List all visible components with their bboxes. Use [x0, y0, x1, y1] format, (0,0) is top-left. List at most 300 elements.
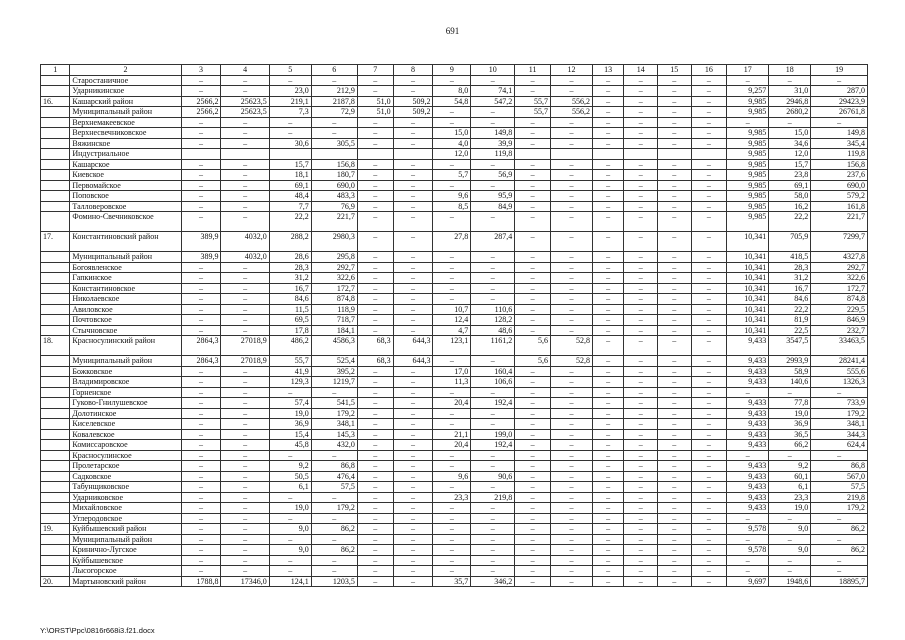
territory-name-cell: Долотинское — [70, 408, 181, 419]
value-cell: – — [658, 545, 692, 556]
value-cell: 12,0 — [433, 149, 471, 160]
value-cell: – — [221, 419, 269, 430]
value-cell: 29423,9 — [811, 96, 868, 107]
value-cell: – — [624, 283, 658, 294]
value-cell: – — [393, 461, 433, 472]
column-header: 9 — [433, 65, 471, 76]
row-index-cell — [41, 408, 70, 419]
table-row — [41, 149, 868, 160]
value-cell: – — [357, 138, 393, 149]
territory-name-cell: Вяжинское — [70, 138, 181, 149]
value-cell: – — [181, 75, 221, 86]
value-cell: – — [357, 325, 393, 336]
value-cell: – — [691, 180, 727, 191]
value-cell: – — [357, 450, 393, 461]
value-cell: 7,7 — [269, 201, 311, 212]
value-cell: – — [221, 566, 269, 577]
value-cell: 19,0 — [269, 408, 311, 419]
value-cell: – — [550, 283, 592, 294]
value-cell: 4586,3 — [311, 336, 357, 356]
value-cell: – — [393, 283, 433, 294]
table-row — [41, 513, 868, 524]
value-cell: – — [515, 75, 551, 86]
table-row — [41, 503, 868, 514]
value-cell: – — [592, 377, 623, 388]
value-cell: 295,8 — [311, 252, 357, 263]
value-cell: – — [393, 252, 433, 263]
value-cell: – — [357, 440, 393, 451]
value-cell: – — [550, 315, 592, 326]
value-cell: – — [221, 513, 269, 524]
value-cell: 9,433 — [727, 492, 769, 503]
value-cell: – — [357, 482, 393, 493]
value-cell: 9,433 — [727, 503, 769, 514]
value-cell: – — [658, 534, 692, 545]
value-cell: – — [311, 128, 357, 139]
territory-name-cell: Стычновское — [70, 325, 181, 336]
value-cell: 16,7 — [769, 283, 811, 294]
territory-name-cell: Талловеровское — [70, 201, 181, 212]
value-cell: – — [658, 461, 692, 472]
value-cell: 733,9 — [811, 398, 868, 409]
value-cell: – — [269, 513, 311, 524]
row-index-cell — [41, 117, 70, 128]
value-cell: 2566,2 — [181, 96, 221, 107]
value-cell: – — [550, 566, 592, 577]
value-cell: – — [471, 212, 515, 232]
row-index-cell — [41, 440, 70, 451]
value-cell: 9,2 — [769, 461, 811, 472]
value-cell: – — [691, 513, 727, 524]
value-cell: – — [357, 159, 393, 170]
value-cell: – — [181, 387, 221, 398]
value-cell: – — [433, 107, 471, 118]
row-index-cell — [41, 315, 70, 326]
value-cell: 123,1 — [433, 336, 471, 356]
value-cell: – — [691, 107, 727, 118]
value-cell: – — [624, 170, 658, 181]
value-cell: – — [393, 545, 433, 556]
value-cell: – — [550, 170, 592, 181]
value-cell: – — [181, 534, 221, 545]
value-cell: – — [550, 387, 592, 398]
value-cell: – — [658, 304, 692, 315]
value-cell: – — [221, 471, 269, 482]
value-cell: – — [658, 86, 692, 97]
value-cell: 9,6 — [433, 471, 471, 482]
value-cell: – — [393, 191, 433, 202]
value-cell: – — [311, 117, 357, 128]
value-cell: – — [550, 294, 592, 305]
value-cell: – — [393, 304, 433, 315]
value-cell: 9,433 — [727, 419, 769, 430]
value-cell: – — [471, 450, 515, 461]
value-cell: – — [592, 212, 623, 232]
value-cell: 555,6 — [811, 366, 868, 377]
value-cell: – — [691, 232, 727, 252]
value-cell: 4,7 — [433, 325, 471, 336]
value-cell: 86,2 — [311, 524, 357, 535]
value-cell: – — [592, 440, 623, 451]
value-cell: – — [269, 555, 311, 566]
territory-name-cell: Гапкинское — [70, 273, 181, 284]
value-cell: 292,7 — [311, 262, 357, 273]
value-cell: 15,4 — [269, 429, 311, 440]
row-index-cell — [41, 75, 70, 86]
value-cell: 15,0 — [433, 128, 471, 139]
value-cell: – — [357, 408, 393, 419]
row-index-cell — [41, 555, 70, 566]
value-cell: – — [393, 294, 433, 305]
value-cell: 68,3 — [357, 336, 393, 356]
value-cell: – — [433, 117, 471, 128]
value-cell: – — [221, 128, 269, 139]
value-cell: 41,9 — [269, 366, 311, 377]
row-index-cell — [41, 566, 70, 577]
value-cell: – — [658, 315, 692, 326]
value-cell: 9,2 — [269, 461, 311, 472]
value-cell: 9,433 — [727, 471, 769, 482]
value-cell: – — [221, 315, 269, 326]
value-cell: – — [393, 450, 433, 461]
value-cell: 45,8 — [269, 440, 311, 451]
value-cell: 172,7 — [811, 283, 868, 294]
value-cell: 5,7 — [433, 170, 471, 181]
column-header: 2 — [70, 65, 181, 76]
value-cell: – — [393, 576, 433, 587]
table-row — [41, 180, 868, 191]
value-cell: – — [550, 117, 592, 128]
territory-name-cell: Муниципальный район — [70, 534, 181, 545]
value-cell: – — [357, 555, 393, 566]
value-cell: – — [515, 513, 551, 524]
value-cell: – — [221, 212, 269, 232]
value-cell: 161,8 — [811, 201, 868, 212]
value-cell: – — [269, 128, 311, 139]
value-cell: 179,2 — [811, 408, 868, 419]
value-cell: 9,0 — [769, 524, 811, 535]
value-cell: – — [393, 555, 433, 566]
value-cell: 389,9 — [181, 252, 221, 263]
data-table — [40, 64, 868, 587]
table-row — [41, 366, 868, 377]
value-cell: – — [515, 294, 551, 305]
value-cell: – — [592, 450, 623, 461]
value-cell: – — [357, 576, 393, 587]
value-cell: – — [811, 387, 868, 398]
value-cell: 23,8 — [769, 170, 811, 181]
territory-name-cell: Константиновское — [70, 283, 181, 294]
value-cell: – — [592, 566, 623, 577]
value-cell: – — [221, 408, 269, 419]
value-cell: – — [658, 170, 692, 181]
territory-name-cell: Лысогорское — [70, 566, 181, 577]
value-cell: – — [658, 356, 692, 367]
value-cell: 322,6 — [811, 273, 868, 284]
row-index-cell — [41, 294, 70, 305]
value-cell: – — [658, 524, 692, 535]
value-cell: – — [592, 534, 623, 545]
value-cell: – — [515, 503, 551, 514]
column-header: 1 — [41, 65, 70, 76]
value-cell: 140,6 — [769, 377, 811, 388]
value-cell: – — [311, 492, 357, 503]
value-cell: – — [592, 336, 623, 356]
value-cell: – — [515, 492, 551, 503]
table-row — [41, 304, 868, 315]
value-cell: – — [433, 252, 471, 263]
value-cell: 76,9 — [311, 201, 357, 212]
row-index-cell — [41, 262, 70, 273]
table-row — [41, 325, 868, 336]
value-cell: – — [357, 566, 393, 577]
value-cell: – — [592, 262, 623, 273]
value-cell: – — [658, 336, 692, 356]
value-cell: 10,341 — [727, 294, 769, 305]
row-index-cell — [41, 482, 70, 493]
value-cell: 128,2 — [471, 315, 515, 326]
territory-name-cell: Красносулинский район — [70, 336, 181, 356]
value-cell: – — [221, 450, 269, 461]
value-cell: 567,0 — [811, 471, 868, 482]
value-cell — [550, 149, 592, 160]
row-index-cell — [41, 325, 70, 336]
value-cell: – — [515, 86, 551, 97]
value-cell: – — [727, 566, 769, 577]
value-cell: 2864,3 — [181, 356, 221, 367]
column-header: 7 — [357, 65, 393, 76]
value-cell: 644,3 — [393, 336, 433, 356]
row-index-cell — [41, 86, 70, 97]
value-cell: – — [471, 524, 515, 535]
row-index-cell — [41, 149, 70, 160]
value-cell: 50,5 — [269, 471, 311, 482]
value-cell: 476,4 — [311, 471, 357, 482]
table-row — [41, 555, 868, 566]
value-cell: 221,7 — [311, 212, 357, 232]
value-cell: 9,0 — [269, 545, 311, 556]
value-cell: – — [691, 212, 727, 232]
row-index-cell — [41, 429, 70, 440]
value-cell: – — [624, 262, 658, 273]
value-cell: 9,433 — [727, 356, 769, 367]
value-cell: – — [592, 96, 623, 107]
value-cell: – — [691, 482, 727, 493]
table-row — [41, 576, 868, 587]
value-cell: 556,2 — [550, 96, 592, 107]
value-cell: – — [393, 262, 433, 273]
value-cell: – — [311, 513, 357, 524]
value-cell: – — [691, 96, 727, 107]
value-cell: – — [550, 325, 592, 336]
value-cell: – — [357, 294, 393, 305]
table-header-row — [41, 65, 868, 76]
value-cell: 10,7 — [433, 304, 471, 315]
value-cell: – — [433, 408, 471, 419]
value-cell: 179,2 — [311, 408, 357, 419]
value-cell: – — [393, 492, 433, 503]
value-cell: – — [550, 232, 592, 252]
value-cell: – — [433, 566, 471, 577]
column-header: 4 — [221, 65, 269, 76]
value-cell: – — [658, 180, 692, 191]
value-cell: 5,6 — [515, 356, 551, 367]
value-cell: – — [357, 503, 393, 514]
table-row — [41, 336, 868, 356]
column-header: 13 — [592, 65, 623, 76]
value-cell: – — [471, 180, 515, 191]
territory-name-cell: Красносулинское — [70, 450, 181, 461]
column-header: 11 — [515, 65, 551, 76]
value-cell: – — [727, 555, 769, 566]
value-cell: – — [269, 450, 311, 461]
table-row — [41, 482, 868, 493]
value-cell: – — [624, 471, 658, 482]
value-cell: – — [221, 429, 269, 440]
value-cell: 705,9 — [769, 232, 811, 252]
value-cell: – — [181, 273, 221, 284]
value-cell: – — [658, 117, 692, 128]
value-cell: 344,3 — [811, 429, 868, 440]
value-cell: – — [471, 117, 515, 128]
value-cell: – — [658, 325, 692, 336]
value-cell: – — [357, 201, 393, 212]
value-cell: 418,5 — [769, 252, 811, 263]
value-cell: 4032,0 — [221, 252, 269, 263]
territory-name-cell: Комиссаровское — [70, 440, 181, 451]
value-cell: 9,433 — [727, 429, 769, 440]
value-cell: – — [433, 534, 471, 545]
table-row — [41, 96, 868, 107]
footer-file-path: Y:\ORST\Ppc\0816r668i3.f21.docx — [40, 626, 155, 635]
value-cell: 9,985 — [727, 201, 769, 212]
value-cell: 31,2 — [769, 273, 811, 284]
value-cell: 5,6 — [515, 336, 551, 356]
value-cell: 348,1 — [311, 419, 357, 430]
column-header: 5 — [269, 65, 311, 76]
value-cell: 12,0 — [769, 149, 811, 160]
row-index-cell — [41, 356, 70, 367]
value-cell: – — [592, 461, 623, 472]
value-cell: 52,8 — [550, 356, 592, 367]
value-cell: – — [550, 138, 592, 149]
row-index-cell — [41, 419, 70, 430]
value-cell: – — [592, 576, 623, 587]
value-cell: – — [658, 252, 692, 263]
value-cell: – — [181, 450, 221, 461]
value-cell: – — [515, 461, 551, 472]
value-cell: – — [769, 450, 811, 461]
value-cell: – — [515, 576, 551, 587]
value-cell: – — [624, 419, 658, 430]
row-index-cell — [41, 128, 70, 139]
value-cell: – — [727, 534, 769, 545]
value-cell: 36,5 — [769, 429, 811, 440]
value-cell: – — [357, 75, 393, 86]
value-cell: 118,9 — [311, 304, 357, 315]
value-cell: 1219,7 — [311, 377, 357, 388]
value-cell: – — [550, 471, 592, 482]
value-cell: – — [393, 138, 433, 149]
table-row — [41, 138, 868, 149]
value-cell: – — [691, 294, 727, 305]
row-index-cell — [41, 283, 70, 294]
value-cell: 51,0 — [357, 107, 393, 118]
value-cell: – — [592, 545, 623, 556]
table-row — [41, 450, 868, 461]
value-cell: – — [357, 461, 393, 472]
value-cell: – — [181, 294, 221, 305]
value-cell: 9,985 — [727, 191, 769, 202]
value-cell: – — [181, 138, 221, 149]
value-cell — [269, 149, 311, 160]
value-cell: – — [393, 86, 433, 97]
value-cell: – — [592, 117, 623, 128]
value-cell: 10,341 — [727, 262, 769, 273]
value-cell: – — [515, 325, 551, 336]
value-cell: 180,7 — [311, 170, 357, 181]
value-cell: 432,0 — [311, 440, 357, 451]
value-cell: – — [658, 75, 692, 86]
value-cell: 84,6 — [269, 294, 311, 305]
value-cell: 57,4 — [269, 398, 311, 409]
value-cell: 4327,8 — [811, 252, 868, 263]
value-cell: – — [471, 566, 515, 577]
value-cell: – — [624, 429, 658, 440]
table-row — [41, 398, 868, 409]
value-cell: – — [592, 201, 623, 212]
value-cell: – — [357, 191, 393, 202]
table-row — [41, 170, 868, 181]
value-cell: – — [624, 159, 658, 170]
value-cell: – — [691, 325, 727, 336]
table-row — [41, 429, 868, 440]
value-cell: – — [592, 356, 623, 367]
table-row — [41, 128, 868, 139]
territory-name-cell: Индустриальное — [70, 149, 181, 160]
value-cell: 8,5 — [433, 201, 471, 212]
value-cell: – — [658, 232, 692, 252]
value-cell: – — [624, 366, 658, 377]
value-cell: – — [515, 232, 551, 252]
value-cell: 846,9 — [811, 315, 868, 326]
value-cell: – — [269, 492, 311, 503]
value-cell: 509,2 — [393, 107, 433, 118]
value-cell: 219,8 — [811, 492, 868, 503]
value-cell: – — [624, 377, 658, 388]
column-header: 14 — [624, 65, 658, 76]
value-cell: – — [393, 159, 433, 170]
value-cell: – — [357, 545, 393, 556]
value-cell: – — [592, 387, 623, 398]
table-row — [41, 262, 868, 273]
value-cell: 229,5 — [811, 304, 868, 315]
value-cell: – — [393, 440, 433, 451]
value-cell: – — [691, 545, 727, 556]
value-cell: – — [181, 377, 221, 388]
value-cell: – — [471, 534, 515, 545]
table-row — [41, 294, 868, 305]
value-cell: 84,6 — [769, 294, 811, 305]
value-cell: 9,433 — [727, 336, 769, 356]
territory-name-cell: Поповское — [70, 191, 181, 202]
value-cell: – — [515, 212, 551, 232]
value-cell: – — [433, 450, 471, 461]
value-cell: – — [393, 75, 433, 86]
value-cell: – — [471, 513, 515, 524]
value-cell: 9,985 — [727, 159, 769, 170]
value-cell: 16,7 — [269, 283, 311, 294]
